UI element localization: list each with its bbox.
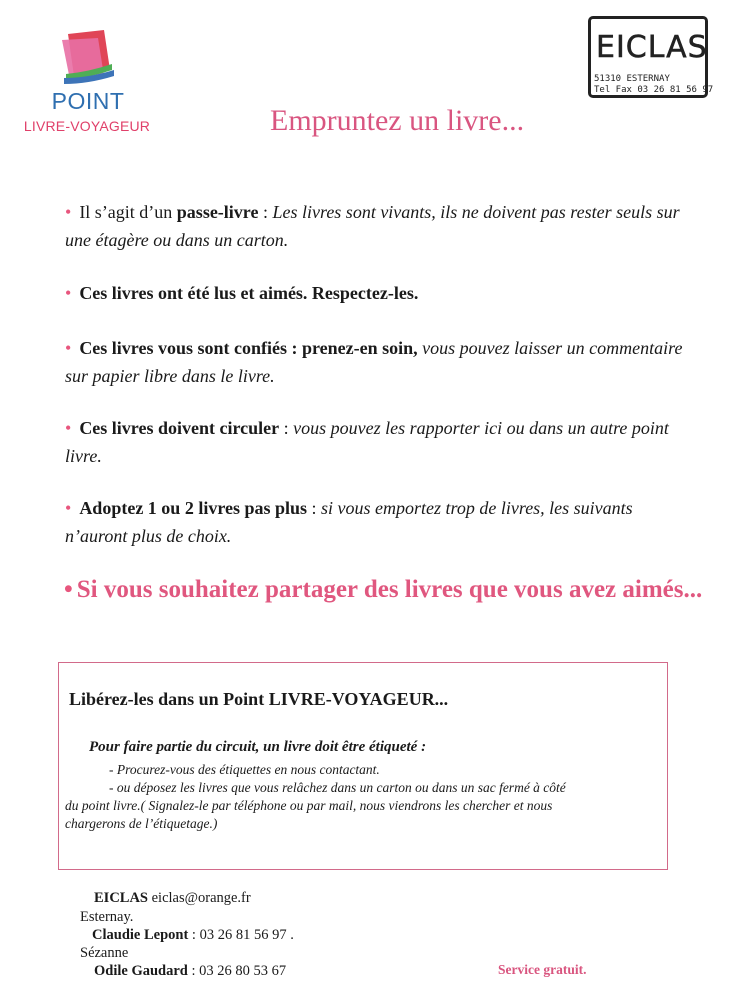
bullet-dot-icon: • — [65, 202, 72, 222]
bullet-dot-icon: • — [65, 418, 72, 438]
service-gratuit-label: Service gratuit. — [498, 962, 587, 977]
box-line-4: chargerons de l’étiquetage.) — [65, 816, 218, 831]
eiclas-stamp — [588, 16, 712, 102]
page-title: Empruntez un livre... — [270, 104, 525, 137]
liberation-box — [58, 662, 668, 870]
bullet-adopt: • Adoptez 1 ou 2 livres pas plus : si vous emportez trop de livres, les suivants n’auront plus de choix. — [65, 498, 633, 546]
bullet-care: • Ces livres vous sont confiés : prenez-en soin, vous pouvez laisser un commentaire sur papier libre dans le livre. — [65, 338, 683, 386]
books-logo-icon — [48, 30, 118, 86]
bullet-circulate: • Ces livres doivent circuler : vous pouvez les rapporter ici ou dans un autre point livre. — [65, 418, 669, 466]
box-line-2: - ou déposez les livres que vous relâchez dans un carton ou dans un sac fermé à côté — [109, 780, 566, 795]
stamp-phone: Tel Fax 03 26 81 56 97 — [594, 85, 714, 95]
footer-city-esternay: Esternay. — [80, 909, 134, 925]
footer-contact-1: Claudie Lepont : 03 26 81 56 97 . — [92, 927, 294, 943]
footer-city-sezanne: Sézanne — [80, 945, 129, 961]
stamp-address: 51310 ESTERNAY — [594, 74, 670, 84]
bullet-dot-icon: • — [65, 283, 72, 303]
bullet-respect: • Ces livres ont été lus et aimés. Respectez-les. — [65, 283, 419, 303]
box-line-3: du point livre.( Signalez-le par téléphone ou par mail, nous viendrons les chercher et nous — [65, 798, 553, 813]
logo-subtitle: LIVRE-VOYAGEUR — [23, 118, 151, 134]
footer-contact-email: EICLAS eiclas@orange.fr — [94, 890, 251, 906]
point-livre-voyageur-logo — [23, 30, 160, 140]
box-line-1: - Procurez-vous des étiquettes en nous contactant. — [109, 762, 380, 777]
footer-contact-2: Odile Gaudard : 03 26 80 53 67 — [94, 963, 287, 979]
bullet-dot-icon: • — [64, 576, 73, 603]
bullet-dot-icon: • — [65, 498, 72, 518]
bullet-passe-livre: • Il s’agit d’un passe-livre : Les livres sont vivants, ils ne doivent pas rester seuls sur une étagère ou dans un carton. — [65, 202, 680, 250]
stamp-logo-text: EICLAS — [596, 30, 708, 65]
share-heading: • Si vous souhaitez partager des livres que vous avez aimés... — [64, 576, 703, 603]
box-title: Libérez-les dans un Point LIVRE-VOYAGEUR... — [69, 689, 449, 709]
bullet-dot-icon: • — [65, 338, 72, 358]
box-subtitle: Pour faire partie du circuit, un livre doit être étiqueté : — [89, 739, 427, 755]
logo-point-text: POINT — [51, 88, 125, 114]
